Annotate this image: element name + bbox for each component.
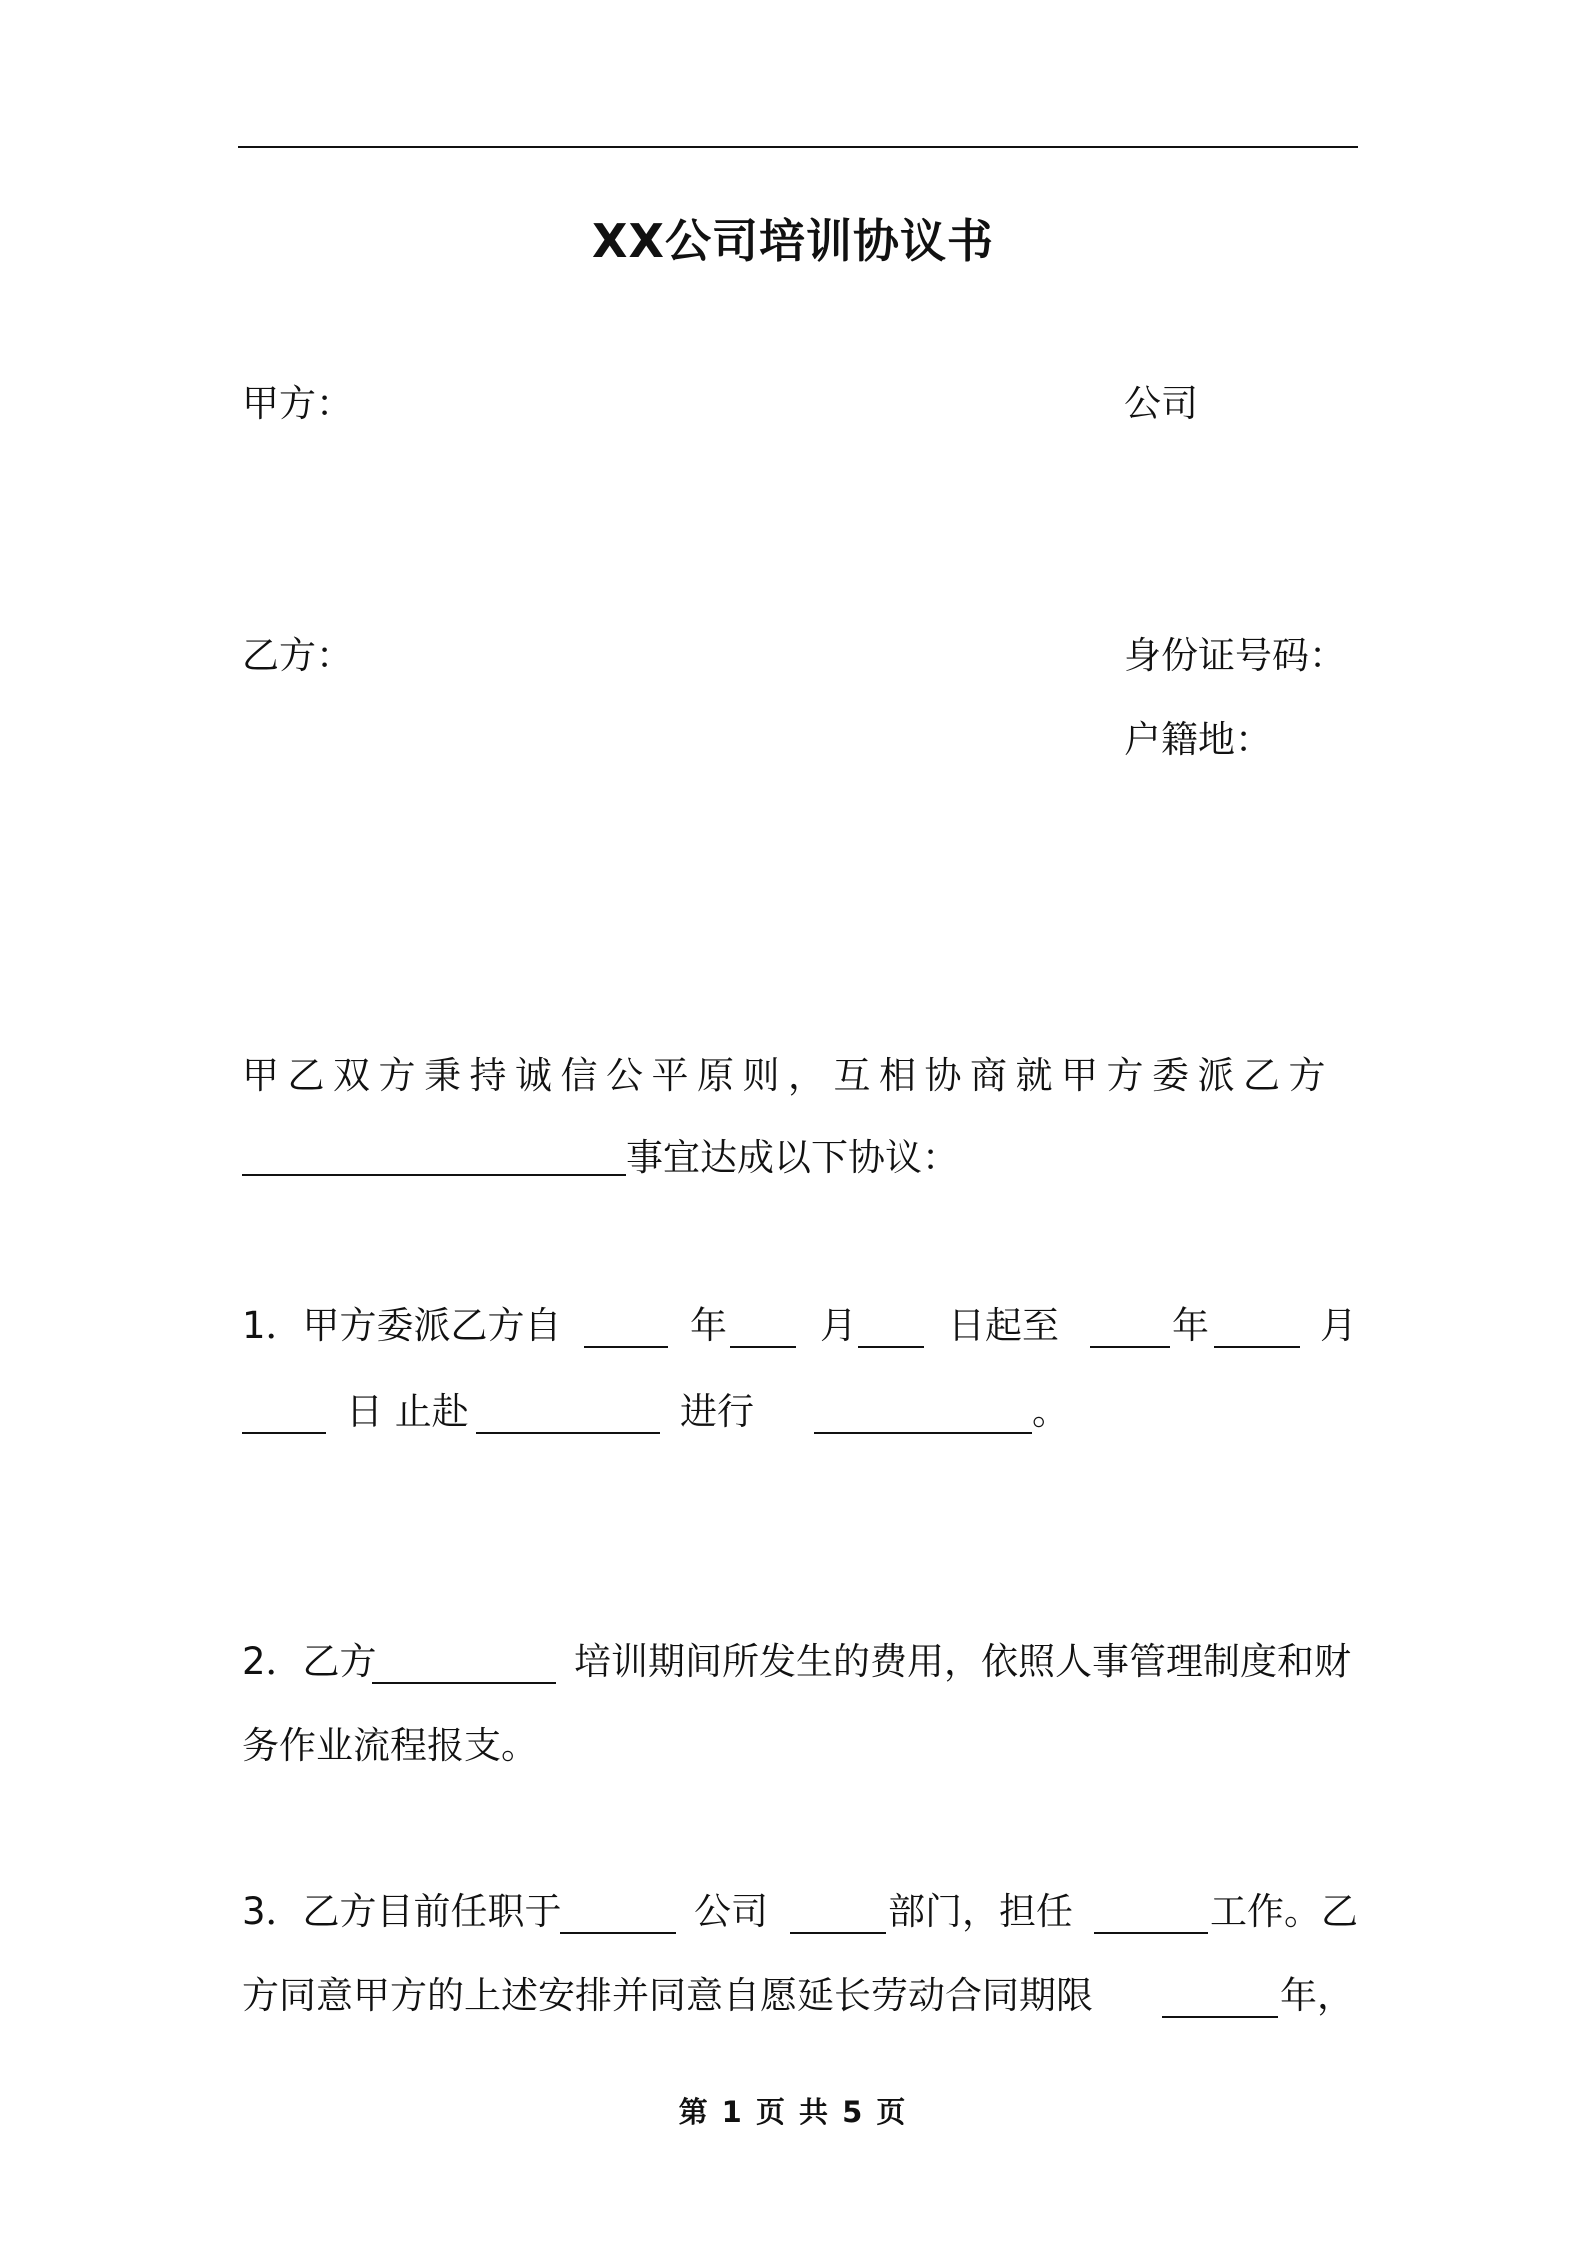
training-name-blank — [372, 1642, 556, 1684]
department-blank — [790, 1892, 886, 1934]
start-month-blank — [730, 1306, 796, 1348]
clause-1-month-label: 月 — [820, 1304, 857, 1347]
document-title: XX公司培训协议书 — [592, 214, 994, 268]
clause-1-end-month-label: 月 — [1320, 1304, 1357, 1347]
domicile-label: 户籍地： — [1124, 718, 1272, 761]
clause-2-line-2: 务作业流程报支。 — [242, 1724, 538, 1767]
intro-line-2 — [242, 1128, 959, 1188]
party-a-label: 甲方： — [242, 382, 353, 425]
clause-1-end-year-label: 年 — [1172, 1304, 1209, 1347]
clause-3-company-label: 公司 — [694, 1890, 768, 1933]
clause-2-text-b: 培训期间所发生的费用，依照人事管理制度和财 — [574, 1640, 1351, 1683]
end-day-blank — [242, 1392, 326, 1434]
clause-2-text-a: 2．乙方 — [242, 1640, 377, 1683]
party-a-company-suffix: 公司 — [1124, 382, 1198, 425]
clause-3-text-c: 部门，担任 — [888, 1890, 1073, 1933]
intro-line-2-text: 事宜达成以下协议： — [626, 1136, 959, 1179]
training-matter-blank — [242, 1134, 626, 1176]
clause-1-text-a: 1．甲方委派乙方自 — [242, 1304, 562, 1347]
page-footer: 第 1 页 共 5 页 — [678, 2095, 908, 2129]
extension-years-blank — [1162, 1976, 1278, 2018]
start-day-blank — [858, 1306, 924, 1348]
start-year-blank — [584, 1306, 668, 1348]
destination-blank — [476, 1392, 660, 1434]
training-content-blank — [814, 1392, 1032, 1434]
clause-3-year-label: 年， — [1280, 1974, 1354, 2017]
clause-3-text-d: 工作。乙 — [1210, 1890, 1358, 1933]
clause-3-line-2: 方同意甲方的上述安排并同意自愿延长劳动合同期限 — [242, 1974, 1093, 2017]
party-b-label: 乙方： — [242, 634, 353, 677]
header-rule — [238, 146, 1358, 148]
clause-1-year-label: 年 — [690, 1304, 727, 1347]
clause-1-period: 。 — [1032, 1390, 1069, 1433]
intro-line-1: 甲乙双方秉持诚信公平原则，互相协商就甲方委派乙方 — [242, 1054, 1334, 1097]
id-number-label: 身份证号码： — [1124, 634, 1346, 677]
clause-3-text-a: 3．乙方目前任职于 — [242, 1890, 562, 1933]
end-month-blank — [1214, 1306, 1300, 1348]
end-year-blank — [1090, 1306, 1170, 1348]
clause-1-day-label: 日起至 — [948, 1304, 1059, 1347]
clause-1-text-g: 日 止赴 — [346, 1390, 469, 1433]
position-blank — [1094, 1892, 1208, 1934]
clause-1-text-h: 进行 — [680, 1390, 754, 1433]
employer-company-blank — [560, 1892, 676, 1934]
